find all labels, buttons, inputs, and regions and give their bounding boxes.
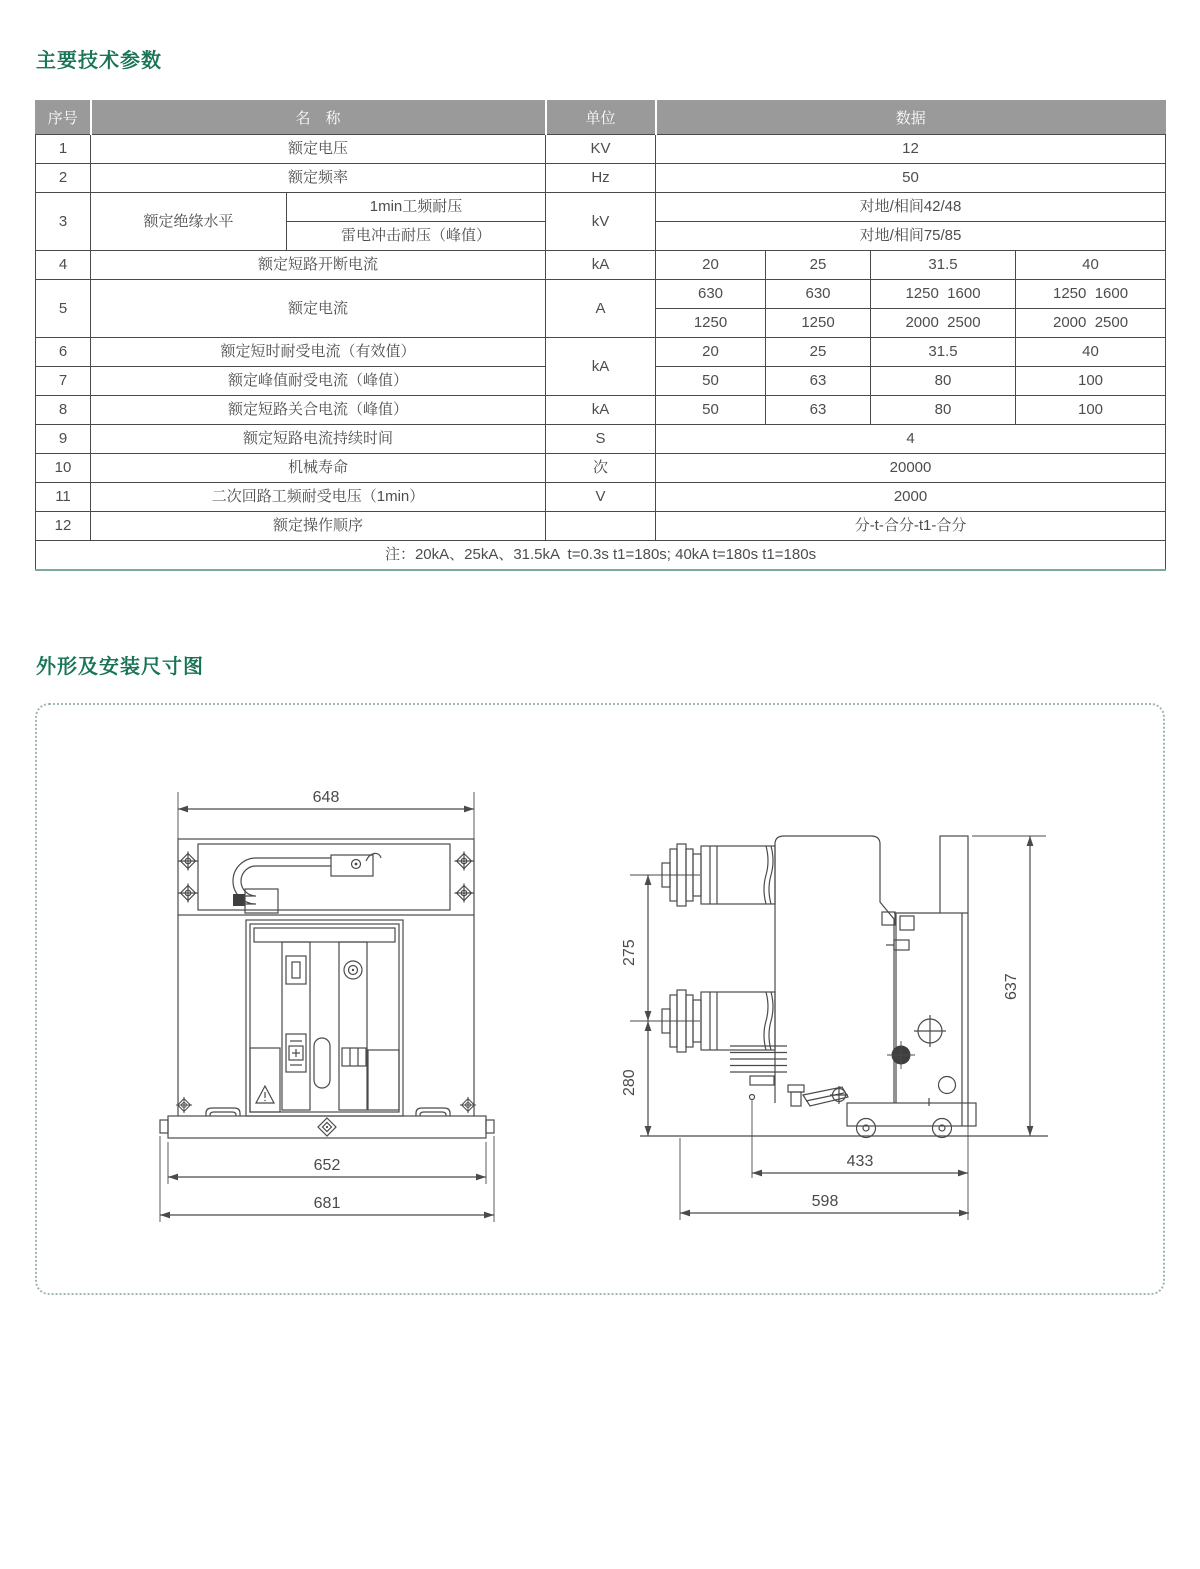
cell-subname: 雷电冲击耐压（峰值） — [287, 222, 546, 251]
cell-value: 100 — [1016, 396, 1166, 425]
dim-label-433: 433 — [846, 1153, 874, 1170]
cell-subname: 1min工频耐压 — [287, 193, 546, 222]
screw-icon — [455, 852, 474, 871]
pole-body — [775, 836, 909, 1103]
cell-unit — [546, 512, 656, 541]
cell-index: 9 — [36, 425, 91, 454]
table-note: 注：20kA、25kA、31.5kA t=0.3s t1=180s; 40kA t=180s t1=180s — [36, 541, 1166, 571]
cell-unit: V — [546, 483, 656, 512]
col-header-name: 名 称 — [91, 101, 546, 135]
dim-label-637: 637 — [1003, 973, 1020, 1000]
table-row — [36, 193, 1166, 222]
indicator-slot — [292, 962, 300, 978]
col-header-index: 序号 — [36, 101, 91, 135]
side-view-drawing — [600, 788, 1090, 1248]
warning-triangle-icon — [256, 1086, 274, 1103]
cell-index: 11 — [36, 483, 91, 512]
section-title-specs: 主要技术参数 — [36, 50, 162, 72]
cell-index: 3 — [36, 193, 91, 251]
table-row — [36, 251, 1166, 280]
dim-wheel-base — [752, 1126, 968, 1220]
table-row — [36, 454, 1166, 483]
diamond-bolt-icon — [318, 1118, 336, 1136]
cell-index: 7 — [36, 367, 91, 396]
table-row — [36, 483, 1166, 512]
dim-label-280: 280 — [621, 1069, 638, 1096]
wheel-icon — [933, 1119, 952, 1138]
screw-icon — [179, 852, 198, 871]
cell-name: 额定频率 — [91, 164, 546, 193]
cell-value: 50 — [656, 396, 766, 425]
cell-value: 12 — [656, 135, 1166, 164]
lift-handle — [416, 1108, 450, 1116]
cell-value: 4 — [656, 425, 1166, 454]
cell-value: 20 — [656, 251, 766, 280]
dim-total-depth — [680, 1138, 969, 1220]
col-header-data: 数据 — [656, 101, 1166, 135]
cell-name: 额定绝缘水平 — [91, 193, 287, 251]
table-note-row — [36, 541, 1166, 571]
cell-index: 2 — [36, 164, 91, 193]
cell-value: 50 — [656, 164, 1166, 193]
dim-label-598: 598 — [811, 1193, 839, 1210]
cell-value: 20000 — [656, 454, 1166, 483]
dim-width-top — [178, 789, 474, 839]
cell-name: 机械寿命 — [91, 454, 546, 483]
dim-width-base — [168, 1142, 486, 1184]
cell-value: 1250 1600 — [871, 280, 1016, 309]
cell-value: 63 — [766, 396, 871, 425]
table-row — [36, 512, 1166, 541]
cell-name: 额定电压 — [91, 135, 546, 164]
cell-value: 1250 — [766, 309, 871, 338]
base-channel — [160, 1116, 494, 1138]
cell-index: 6 — [36, 338, 91, 367]
cell-value: 2000 — [656, 483, 1166, 512]
cell-unit: S — [546, 425, 656, 454]
cell-unit: 次 — [546, 454, 656, 483]
screw-icon — [179, 884, 198, 903]
col-header-unit: 单位 — [546, 101, 656, 135]
cell-value: 1250 1600 — [1016, 280, 1166, 309]
cell-value: 2000 2500 — [871, 309, 1016, 338]
hole-icon — [939, 1077, 956, 1094]
section-title-dimensions: 外形及安装尺寸图 — [36, 656, 204, 678]
screw-icon — [455, 884, 474, 903]
cell-unit: A — [546, 280, 656, 338]
cell-name: 额定短路开断电流 — [91, 251, 546, 280]
table-row — [36, 396, 1166, 425]
cell-name: 额定操作顺序 — [91, 512, 546, 541]
cell-value: 25 — [766, 338, 871, 367]
table-row — [36, 164, 1166, 193]
vent-grid — [342, 1048, 366, 1066]
cell-index: 4 — [36, 251, 91, 280]
cell-name: 二次回路工频耐受电压（1min） — [91, 483, 546, 512]
keyhole-slot — [314, 1038, 330, 1088]
cell-value: 63 — [766, 367, 871, 396]
wheel-icon — [857, 1119, 876, 1138]
cell-name: 额定短路关合电流（峰值） — [91, 396, 546, 425]
top-duct-assembly — [178, 839, 474, 915]
cell-value: 1250 — [656, 309, 766, 338]
cell-name: 额定短时耐受电流（有效值） — [91, 338, 546, 367]
cell-unit: kA — [546, 338, 656, 396]
cell-value: 分-t-合分-t1-合分 — [656, 512, 1166, 541]
cell-unit: kA — [546, 251, 656, 280]
cell-value: 31.5 — [871, 338, 1016, 367]
table-row — [36, 425, 1166, 454]
cell-value: 80 — [871, 396, 1016, 425]
dim-width-overall — [160, 1136, 494, 1222]
front-view-drawing — [140, 772, 540, 1242]
dim-pole-spacing — [621, 875, 648, 1021]
cell-value: 25 — [766, 251, 871, 280]
cell-value: 40 — [1016, 251, 1166, 280]
dim-label-681: 681 — [313, 1195, 341, 1212]
cell-index: 8 — [36, 396, 91, 425]
table-row — [36, 338, 1166, 367]
cell-value: 对地/相间75/85 — [656, 222, 1166, 251]
cell-name: 额定峰值耐受电流（峰值） — [91, 367, 546, 396]
cell-name: 额定电流 — [91, 280, 546, 338]
dim-total-height — [972, 836, 1046, 1136]
mechanism-details — [730, 1046, 848, 1178]
dim-lower-height — [621, 1021, 648, 1136]
dim-label-652: 652 — [313, 1157, 341, 1174]
cell-value: 80 — [871, 367, 1016, 396]
cell-value: 40 — [1016, 338, 1166, 367]
table-row — [36, 135, 1166, 164]
cell-value: 50 — [656, 367, 766, 396]
table-header-row — [36, 101, 1166, 135]
cell-value: 对地/相间42/48 — [656, 193, 1166, 222]
nameplate — [286, 1034, 306, 1072]
cell-value: 2000 2500 — [1016, 309, 1166, 338]
cell-unit: Hz — [546, 164, 656, 193]
cell-value: 31.5 — [871, 251, 1016, 280]
lift-handle — [206, 1108, 240, 1116]
conduit-tube — [233, 858, 331, 904]
cell-value: 20 — [656, 338, 766, 367]
cell-index: 12 — [36, 512, 91, 541]
dim-label-648: 648 — [312, 789, 340, 806]
dim-label-275: 275 — [621, 939, 638, 966]
spec-table — [35, 100, 1166, 571]
cell-index: 5 — [36, 280, 91, 338]
cell-unit: kA — [546, 396, 656, 425]
cell-value: 100 — [1016, 367, 1166, 396]
cell-unit: kV — [546, 193, 656, 251]
table-row — [36, 280, 1166, 309]
cell-unit: KV — [546, 135, 656, 164]
mounting-frame — [887, 836, 968, 1126]
cell-value: 630 — [656, 280, 766, 309]
breaker-front-panel — [246, 920, 403, 1116]
cart-wheels — [847, 1103, 976, 1138]
cell-name: 额定短路电流持续时间 — [91, 425, 546, 454]
cell-index: 1 — [36, 135, 91, 164]
cell-value: 630 — [766, 280, 871, 309]
cell-index: 10 — [36, 454, 91, 483]
